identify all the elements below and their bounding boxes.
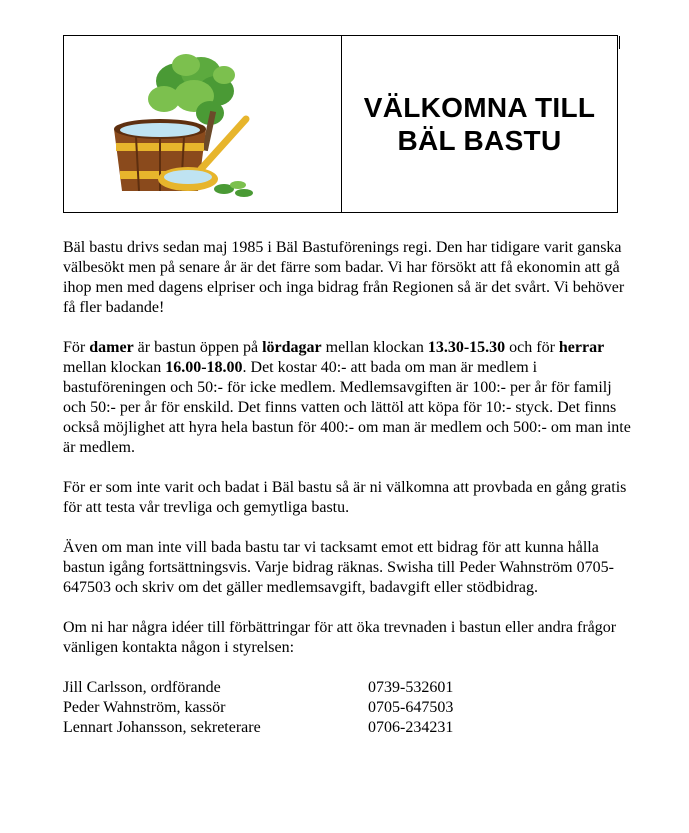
paragraph-contact-intro: Om ni har några idéer till förbättringar för att öka trevnaden i bastun eller andra frågor vänligen kontakta någon i styrelsen: <box>63 619 617 656</box>
paragraph-hours: För damer är bastun öppen på lördagar mellan klockan 13.30-15.30 och för herrar mellan klockan 16.00-18.00. Det kostar 40:- att bada om man är medlem i bastuföreningen och 50:- för icke medlem. Medlemsavgiften är 100:- per år för familj och 50:- per år för enskild. Det finns vatten och lättöl att köpa för 10:- styck. Det finns också möjlighet att hyra hela bastun för 400:- om man är medlem och 500:- om man inte är medlem. <box>63 339 631 456</box>
contact-list <box>63 678 633 738</box>
bold-herrar: herrar <box>558 339 605 356</box>
header-table <box>63 35 618 213</box>
contact-name: Lennart Johansson, sekreterare <box>63 719 261 736</box>
contact-row <box>63 698 633 718</box>
title-line-1: VÄLKOMNA TILL <box>363 92 596 123</box>
paragraph-invite: För er som inte varit och badat i Bäl bastu så är ni välkomna att provbada en gång gratis för att testa vår trevliga och gemytliga bastu. <box>63 479 627 516</box>
bold-lordagar: lördagar <box>262 339 322 356</box>
contact-phone: 0739-532601 <box>368 679 454 696</box>
contact-name: Jill Carlsson, ordförande <box>63 679 221 696</box>
bold-time-women: 13.30-15.30 <box>427 339 506 356</box>
title-cell <box>342 36 617 212</box>
sauna-bucket-ladle-icon <box>106 51 266 201</box>
illustration-cell <box>64 36 342 212</box>
contact-name: Peder Wahnström, kassör <box>63 699 226 716</box>
divider-mark <box>619 36 620 49</box>
contact-phone: 0705-647503 <box>368 699 454 716</box>
title-line-2: BÄL BASTU <box>397 125 562 156</box>
document-body <box>63 238 633 738</box>
paragraph-intro: Bäl bastu drivs sedan maj 1985 i Bäl Bastuförenings regi. Den har tidigare varit ganska välbesökt men på senare år är det färre som badar. Vi har försökt att få ekonomin att gå ihop men med dagens elpriser och inga bidrag från Regionen så är det svårt. Vi behöver få fler badande! <box>63 239 625 316</box>
bold-damer: damer <box>89 339 134 356</box>
contact-phone: 0706-234231 <box>368 719 454 736</box>
paragraph-donation: Även om man inte vill bada bastu tar vi tacksamt emot ett bidrag för att kunna hålla bastun igång fortsättningsvis. Varje bidrag räknas. Swisha till Peder Wahnström 0705-647503 och skriv om det gäller medlemsavgift, badavgift eller stödbidrag. <box>63 539 614 596</box>
bold-time-men: 16.00-18.00 <box>165 359 243 376</box>
contact-row <box>63 718 633 738</box>
contact-row <box>63 678 633 698</box>
page-title <box>364 91 596 157</box>
